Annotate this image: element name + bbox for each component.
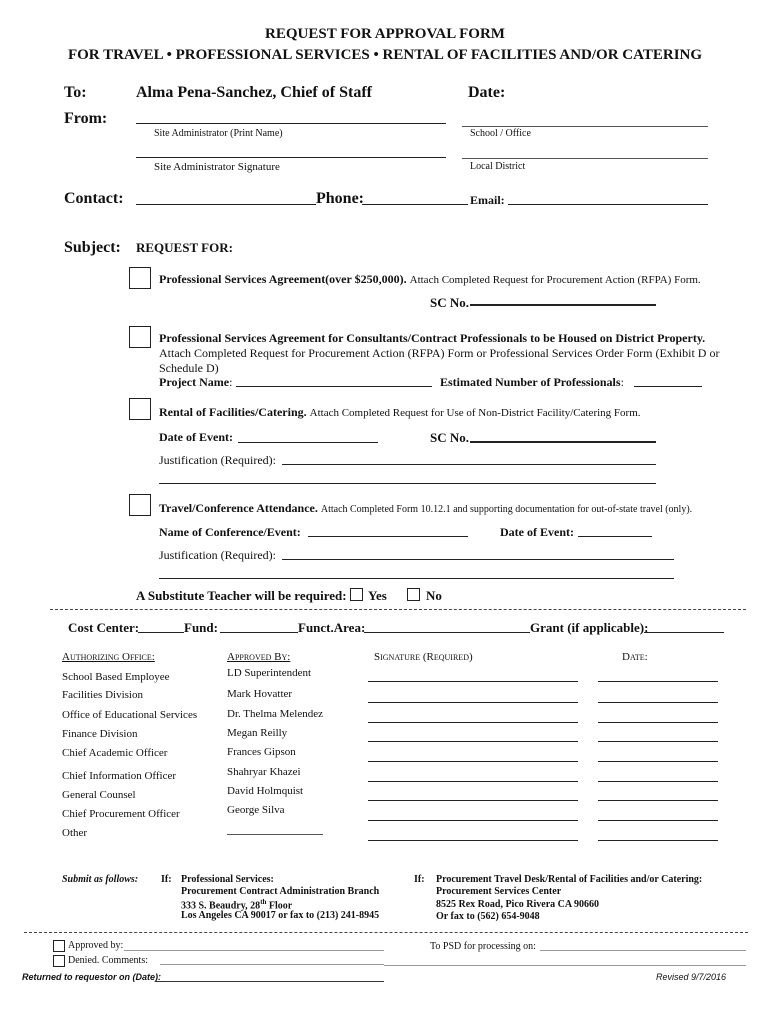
office-item: Office of Educational Services	[62, 709, 198, 721]
local-district-label: Local District	[470, 161, 526, 172]
local-district-line[interactable]	[462, 158, 708, 159]
signature-line[interactable]	[368, 840, 578, 841]
psa-sc-line[interactable]	[470, 304, 656, 306]
travel-justification-line1[interactable]	[282, 559, 674, 560]
form-subtitle	[0, 47, 770, 64]
office-item: Facilities Division	[62, 689, 143, 701]
substitute-label: A Substitute Teacher will be required:	[136, 588, 347, 603]
office-item: Finance Division	[62, 728, 138, 740]
travel-date-line[interactable]	[578, 536, 652, 537]
office-item: Chief Academic Officer	[62, 747, 168, 759]
substitute-no-label: No	[426, 588, 442, 603]
signature-line[interactable]	[368, 781, 578, 782]
travel-title: Travel/Conference Attendance.	[159, 501, 318, 515]
denied-line[interactable]	[160, 964, 384, 965]
travel-option	[159, 501, 692, 516]
approver-item: Shahryar Khazei	[227, 766, 301, 778]
submit-if-pt: If:	[414, 874, 425, 885]
psa-title: Professional Services Agreement(over $250,000).	[159, 272, 407, 286]
date-line[interactable]	[598, 820, 718, 821]
travel-justification-label: Justification (Required):	[159, 548, 276, 562]
school-office-label: School / Office	[470, 128, 531, 139]
grant-line[interactable]	[644, 632, 724, 633]
substitute-no-checkbox[interactable]	[407, 588, 420, 601]
ps-title: Professional Services:	[181, 874, 274, 885]
approved-checkbox[interactable]	[53, 940, 65, 952]
office-item: General Counsel	[62, 789, 136, 801]
fund-label: Fund:	[184, 620, 218, 635]
to-psd-line[interactable]	[540, 950, 746, 951]
rental-justification-line1[interactable]	[282, 464, 656, 465]
rental-option	[159, 405, 641, 420]
subtitle-rental: RENTAL OF FACILITIES AND/OR CATERING	[382, 47, 703, 63]
fund-line[interactable]	[220, 632, 298, 633]
estimated-professionals-label: Estimated Number of Professionals:	[440, 375, 624, 389]
date-label: Date:	[468, 84, 506, 101]
date-line[interactable]	[598, 761, 718, 762]
travel-date-label: Date of Event:	[500, 525, 574, 539]
project-name-label: Project Name:	[159, 375, 233, 389]
travel-desc: Attach Completed Form 10.12.1 and supporting documentation for out-of-state travel (only).	[320, 504, 693, 515]
cost-center-line[interactable]	[138, 632, 184, 633]
phone-line[interactable]	[362, 204, 468, 205]
to-psd-label: To PSD for processing on:	[430, 941, 536, 952]
approver-item: LD Superintendent	[227, 667, 312, 679]
rental-title: Rental of Facilities/Catering.	[159, 405, 307, 419]
approver-item: Dr. Thelma Melendez	[227, 708, 324, 720]
rental-sc-label: SC No.	[430, 430, 470, 445]
admin-print-line[interactable]	[136, 123, 446, 124]
office-item: School Based Employee	[62, 671, 170, 683]
comments-line[interactable]	[384, 965, 746, 966]
email-line[interactable]	[508, 204, 708, 205]
travel-checkbox[interactable]	[129, 494, 151, 516]
authorizing-office-header: Authorizing Office:	[62, 651, 155, 663]
submit-if-ps: If:	[161, 874, 172, 885]
approver-item: David Holmquist	[227, 785, 304, 797]
funct-area-line[interactable]	[364, 632, 530, 633]
date-line[interactable]	[598, 702, 718, 703]
request-for-label: REQUEST FOR:	[136, 240, 233, 255]
approver-item: George Silva	[227, 804, 285, 816]
approved-by-header: Approved By:	[227, 651, 291, 663]
date-line[interactable]	[598, 681, 718, 682]
pt-line1: Procurement Services Center	[436, 886, 562, 897]
psa-checkbox[interactable]	[129, 267, 151, 289]
form-title: REQUEST FOR APPROVAL FORM	[265, 26, 505, 42]
denied-label: Denied. Comments:	[68, 955, 148, 966]
approver-item: Frances Gipson	[227, 746, 296, 758]
conference-name-label: Name of Conference/Event:	[159, 525, 301, 539]
psa-option	[159, 272, 701, 287]
signature-line[interactable]	[368, 702, 578, 703]
section-divider	[50, 609, 746, 610]
pt-title: Procurement Travel Desk/Rental of Facilities and/or Catering:	[436, 874, 703, 885]
consultants-desc2: Schedule D)	[159, 361, 219, 375]
rental-checkbox[interactable]	[129, 398, 151, 420]
pt-line3: Or fax to (562) 654-9048	[436, 911, 540, 922]
rental-desc: Attach Completed Request for Use of Non-District Facility/Catering Form.	[309, 407, 641, 419]
rental-date-label: Date of Event:	[159, 430, 233, 444]
subtitle-professional-services: PROFESSIONAL SERVICES	[175, 47, 370, 63]
to-label: To:	[64, 84, 87, 101]
signature-line[interactable]	[368, 722, 578, 723]
rental-date-line[interactable]	[238, 442, 378, 443]
office-item: Other	[62, 827, 88, 839]
returned-line[interactable]	[156, 981, 384, 982]
school-office-line[interactable]	[462, 126, 708, 127]
rental-justification-label: Justification (Required):	[159, 453, 276, 467]
returned-label: Returned to requestor on (Date):	[22, 972, 162, 982]
approved-by-label: Approved by:	[68, 940, 124, 951]
approved-by-line[interactable]	[124, 950, 384, 951]
office-item: Chief Procurement Officer	[62, 808, 180, 820]
psa-desc: Attach Completed Request for Procurement Action (RFPA) Form.	[409, 274, 701, 286]
consultants-checkbox[interactable]	[129, 326, 151, 348]
signature-line[interactable]	[368, 681, 578, 682]
pt-line2: 8525 Rex Road, Pico Rivera CA 90660	[436, 899, 600, 910]
ps-line2: 333 S. Beaudry, 28th Floor	[181, 898, 293, 912]
contact-line[interactable]	[136, 204, 316, 205]
subtitle-travel: FOR TRAVEL	[67, 47, 163, 63]
estimated-professionals-line[interactable]	[634, 386, 702, 387]
date-line[interactable]	[598, 840, 718, 841]
substitute-yes-checkbox[interactable]	[350, 588, 363, 601]
from-label: From:	[64, 110, 108, 127]
subject-label: Subject:	[64, 239, 121, 256]
signature-line[interactable]	[368, 761, 578, 762]
substitute-yes-label: Yes	[368, 588, 387, 603]
office-item: Chief Information Officer	[62, 770, 177, 782]
bullet-icon: •	[166, 47, 172, 63]
ps-line3: Los Angeles CA 90017 or fax to (213) 241-8945	[181, 910, 380, 921]
signature-line[interactable]	[368, 741, 578, 742]
to-value: Alma Pena-Sanchez, Chief of Staff	[136, 84, 372, 101]
approver-item: Megan Reilly	[227, 727, 288, 739]
date-line[interactable]	[598, 741, 718, 742]
consultants-desc1: Attach Completed Request for Procurement Action (RFPA) Form or Professional Services Order Form (Exhibit D or	[159, 346, 720, 360]
signature-line[interactable]	[368, 820, 578, 821]
ps-line1: Procurement Contract Administration Branch	[181, 886, 380, 897]
date-line[interactable]	[598, 800, 718, 801]
contact-label: Contact:	[64, 190, 124, 207]
rental-sc-line[interactable]	[470, 441, 656, 443]
bullet-icon: •	[373, 47, 379, 63]
revised-label: Revised 9/7/2016	[656, 972, 727, 982]
date-line[interactable]	[598, 722, 718, 723]
travel-justification-line2[interactable]	[159, 578, 674, 579]
funct-area-label: Funct.Area:	[298, 620, 366, 635]
project-name-line[interactable]	[236, 386, 432, 387]
email-label: Email:	[470, 193, 505, 207]
admin-signature-line[interactable]	[136, 157, 446, 158]
rental-justification-line2[interactable]	[159, 483, 656, 484]
signature-line[interactable]	[368, 800, 578, 801]
admin-print-label: Site Administrator (Print Name)	[154, 128, 283, 139]
other-approver-line[interactable]	[227, 834, 323, 835]
conference-name-line[interactable]	[308, 536, 468, 537]
date-line[interactable]	[598, 781, 718, 782]
admin-signature-label: Site Administrator Signature	[154, 161, 280, 173]
consultants-title: Professional Services Agreement for Consultants/Contract Professionals to be Housed on District Property.	[159, 331, 706, 345]
submit-label: Submit as follows:	[62, 874, 139, 885]
approver-item: Mark Hovatter	[227, 688, 293, 700]
phone-label: Phone:	[316, 190, 364, 207]
psa-sc-label: SC No.	[430, 295, 470, 310]
denied-checkbox[interactable]	[53, 955, 65, 967]
signature-header: Signature (Required)	[374, 651, 473, 663]
date-header: Date:	[622, 651, 648, 663]
footer-divider	[24, 932, 748, 933]
cost-center-label: Cost Center:	[68, 620, 140, 635]
grant-label: Grant (if applicable):	[530, 620, 649, 635]
